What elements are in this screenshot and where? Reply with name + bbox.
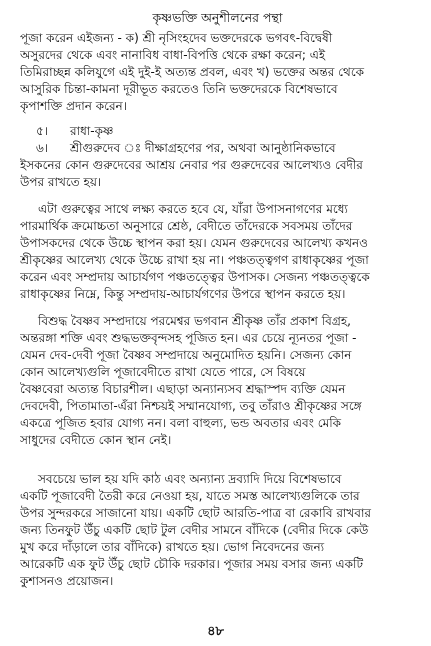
page-number: ৪৮ <box>207 624 224 639</box>
text-line: বৈষ্ণবেরা অত্যন্ত বিচারশীল। এছাড়া অন্যান্যসব শ্রদ্ধাস্পদ ব্যক্তি যেমন <box>20 382 346 396</box>
list-item-number: ৬। <box>36 141 49 155</box>
text-line: কৃপাশক্তি প্রদান করেন। <box>20 99 128 113</box>
text-line: সাধুদের বেদীতে কোন স্থান নেই। <box>20 433 172 447</box>
text-line: একটি পূজাবেদী তৈরী করে নেওয়া হয়, যাতে সমস্ত আলেখ্যগুলিকে তার <box>20 489 360 503</box>
list-item-5 <box>20 123 415 140</box>
text-line: পারমার্থিক ক্রমোচ্চতা অনুসারে শ্রেষ্ঠ, বেদীতে তাঁদেরকে সবসময় তাঁদের <box>20 219 353 233</box>
text-line: মুখ করে দাঁড়ালে তার বাঁদিকে) রাখতে হয়। ভোগ নিবেদনের জন্য <box>20 540 325 554</box>
text-line: অসুরদের থেকে এবং নানাবিধ বাধা-বিপত্তি থেকে রক্ষা করেন; এই <box>20 48 326 62</box>
text-line: সবচেয়ে ভাল হয় যদি কাঠ এবং অন্যান্য দ্রব্যাদি দিয়ে বিশেষভাবে <box>38 472 342 486</box>
paragraph-vaishnava-sampradaya <box>20 313 415 449</box>
text-line: একত্রে পূজিত হবার যোগ্য নন। বলা বাহুল্য, ভন্ড অবতার এবং মেকি <box>20 416 342 430</box>
text-line: অন্তরঙ্গা শক্তি এবং শুদ্ধভক্তবৃন্দসহ পূজিত হন। এর চেয়ে ন্যূনতর পূজা - <box>20 331 357 345</box>
text-line: বিশুদ্ধ বৈষ্ণব সম্প্রদায়ে পরমেশ্বর ভগবান শ্রীকৃষ্ণ তাঁর প্রকাশ বিগ্রহ, <box>38 314 351 328</box>
body-text <box>20 30 415 590</box>
text-line: এটা গুরুত্বের সাথে লক্ষ্য করতে হবে যে, যাঁরা উপাসনাগণের মধ্যে <box>38 202 348 216</box>
text-line: আরেকটি এক ফুট উঁচু ছোট চৌকি দরকার। পূজার সময় বসার জন্য একটি <box>20 557 364 571</box>
text-line: জন্য তিনফুট উঁচু একটি ছোট টুল বেদীর সামনে বাঁদিকে (বেদীর দিকে কেউ <box>20 523 369 537</box>
text-line: উপাসকদের থেকে উচ্চে স্থাপন করা হয়। যেমন গুরুদেবের আলেখ্য কখনও <box>20 236 368 250</box>
list-item-label: রাধা-কৃষ্ণ <box>70 124 114 138</box>
paragraph-altar <box>20 471 415 590</box>
list-item-6 <box>20 140 415 191</box>
text-line: দেবদেবী, পিতামাতা-এঁরা নিশ্চয়ই সম্মানযোগ্য, তবু তাঁরাও শ্রীকৃষ্ণের সঙ্গে <box>20 399 362 413</box>
text-line: কোন আলেখ্যগুলি পূজাবেদীতে রাখা যেতে পারে, সে বিষয়ে <box>20 365 306 379</box>
list-item-text: শ্রীগুরুদেব ঃ দীক্ষাগ্রহণের পর, অথবা আনুষ্ঠানিকভাবে <box>70 141 336 155</box>
text-line: আসুরিক চিন্তা-কামনা দূরীভূত করতেও তিনি ভক্তদেরকে বিশেষভাবে <box>20 82 338 96</box>
text-line: করেন এবং সম্প্রদায় আচার্যগণ পঞ্চতত্ত্বের উপাসক। সেজন্য পঞ্চতত্ত্বকে <box>20 270 370 284</box>
text-line: উপর সুন্দরকরে সাজানো যায়। একটি ছোট আরতি-পাত্র বা রেকাবি রাখবার <box>20 506 372 520</box>
text-line: উপর রাখতে হয়। <box>20 175 102 189</box>
text-line: কুশাসনও প্রয়োজন। <box>20 574 114 588</box>
paragraph-hierarchy <box>20 201 415 303</box>
text-line: যেমন দেব-দেবী পূজা বৈষ্ণব সম্প্রদায়ে অনুমোদিত হয়নি। সেজন্য কোন <box>20 348 352 362</box>
page-header-title: কৃষ্ণভক্তি অনুশীলনের পন্থা <box>152 10 283 25</box>
paragraph-nrisimhadeva <box>20 30 415 115</box>
text-line: পূজা করেন এইজন্য - ক) শ্রী নৃসিংহদেব ভক্তদেরকে ভগবৎ-বিদ্বেষী <box>20 31 333 45</box>
text-line: তিমিরাচ্ছন্ন কলিযুগে এই দুই-ই অত্যন্ত প্রবল, এবং খ) ভক্তের অন্তর থেকে <box>20 65 365 79</box>
text-line: রাধাকৃষ্ণের নিম্নে, কিন্তু সম্প্রদায়-আচার্যগণের উপরে স্থাপন করতে হয়। <box>20 287 346 301</box>
text-line: ইসকনের কোন গুরুদেবের আশ্রয় নেবার পর গুরুদেবের আলেখ্যও বেদীর <box>20 158 363 172</box>
text-line: শ্রীকৃষ্ণের আলেখ্য থেকে উচ্চে রাখা হয় না। পঞ্চতত্ত্বগণ রাধাকৃষ্ণের পূজা <box>20 253 369 267</box>
list-item-number: ৫। <box>36 124 49 138</box>
